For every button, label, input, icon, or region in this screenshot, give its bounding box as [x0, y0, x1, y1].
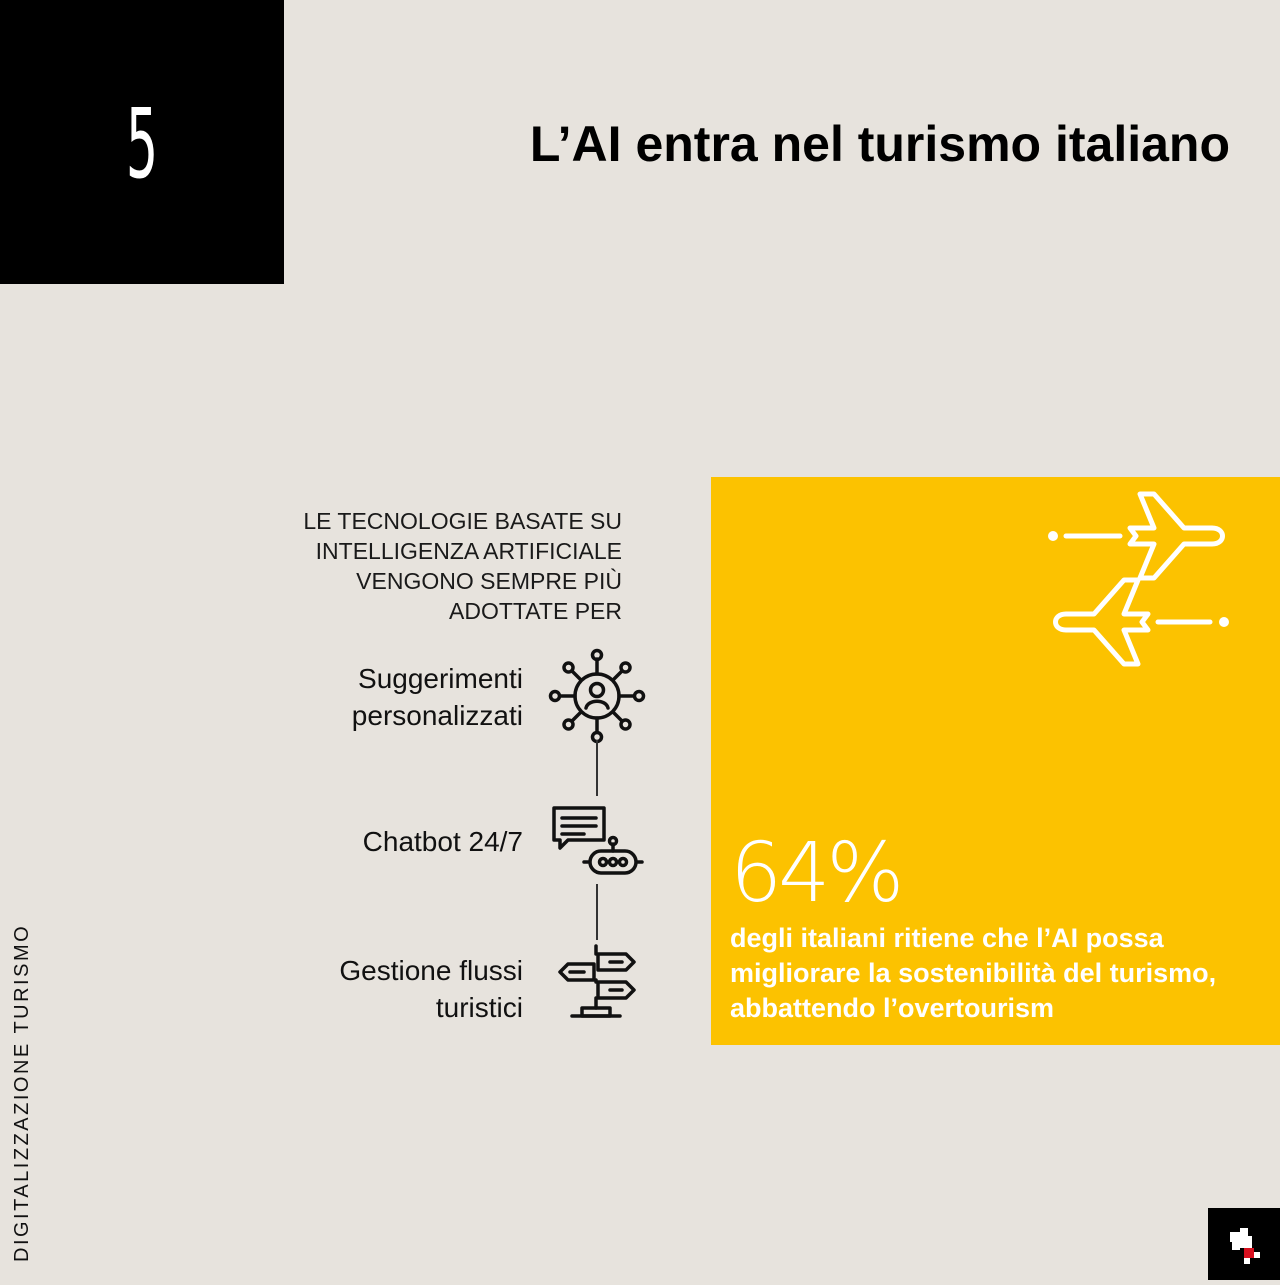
- stat-percentage: 64%: [730, 826, 901, 921]
- connector-line-1: [596, 740, 598, 796]
- brand-logo-icon: [1208, 1208, 1280, 1280]
- airplanes-icon: [1044, 488, 1234, 674]
- brand-logo: [1208, 1208, 1280, 1280]
- page-title: L’AI entra nel turismo italiano: [529, 116, 1230, 172]
- intro-text: LE TECNOLOGIE BASATE SU INTELLIGENZA ARTIFICIALE VENGONO SEMPRE PIÙ ADOTTATE PER: [303, 508, 622, 624]
- stat-description: degli italiani ritiene che l’AI possa migliorare la sostenibilità del turismo, abbattendo l’overtourism: [730, 923, 1217, 1023]
- section-number: 5: [126, 88, 158, 200]
- item-label-suggerimenti: Suggerimenti personalizzati: [351, 663, 523, 731]
- side-category-label: DIGITALIZZAZIONE TURISMO: [11, 923, 33, 1262]
- item-label-chatbot: Chatbot 24/7: [362, 826, 523, 857]
- connector-line-2: [596, 884, 598, 940]
- network-user-icon: [548, 648, 646, 744]
- signpost-icon: [554, 940, 640, 1022]
- item-label-gestione-flussi: Gestione flussi turistici: [339, 955, 523, 1023]
- chatbot-icon: [550, 804, 644, 880]
- section-number-box: [0, 0, 284, 284]
